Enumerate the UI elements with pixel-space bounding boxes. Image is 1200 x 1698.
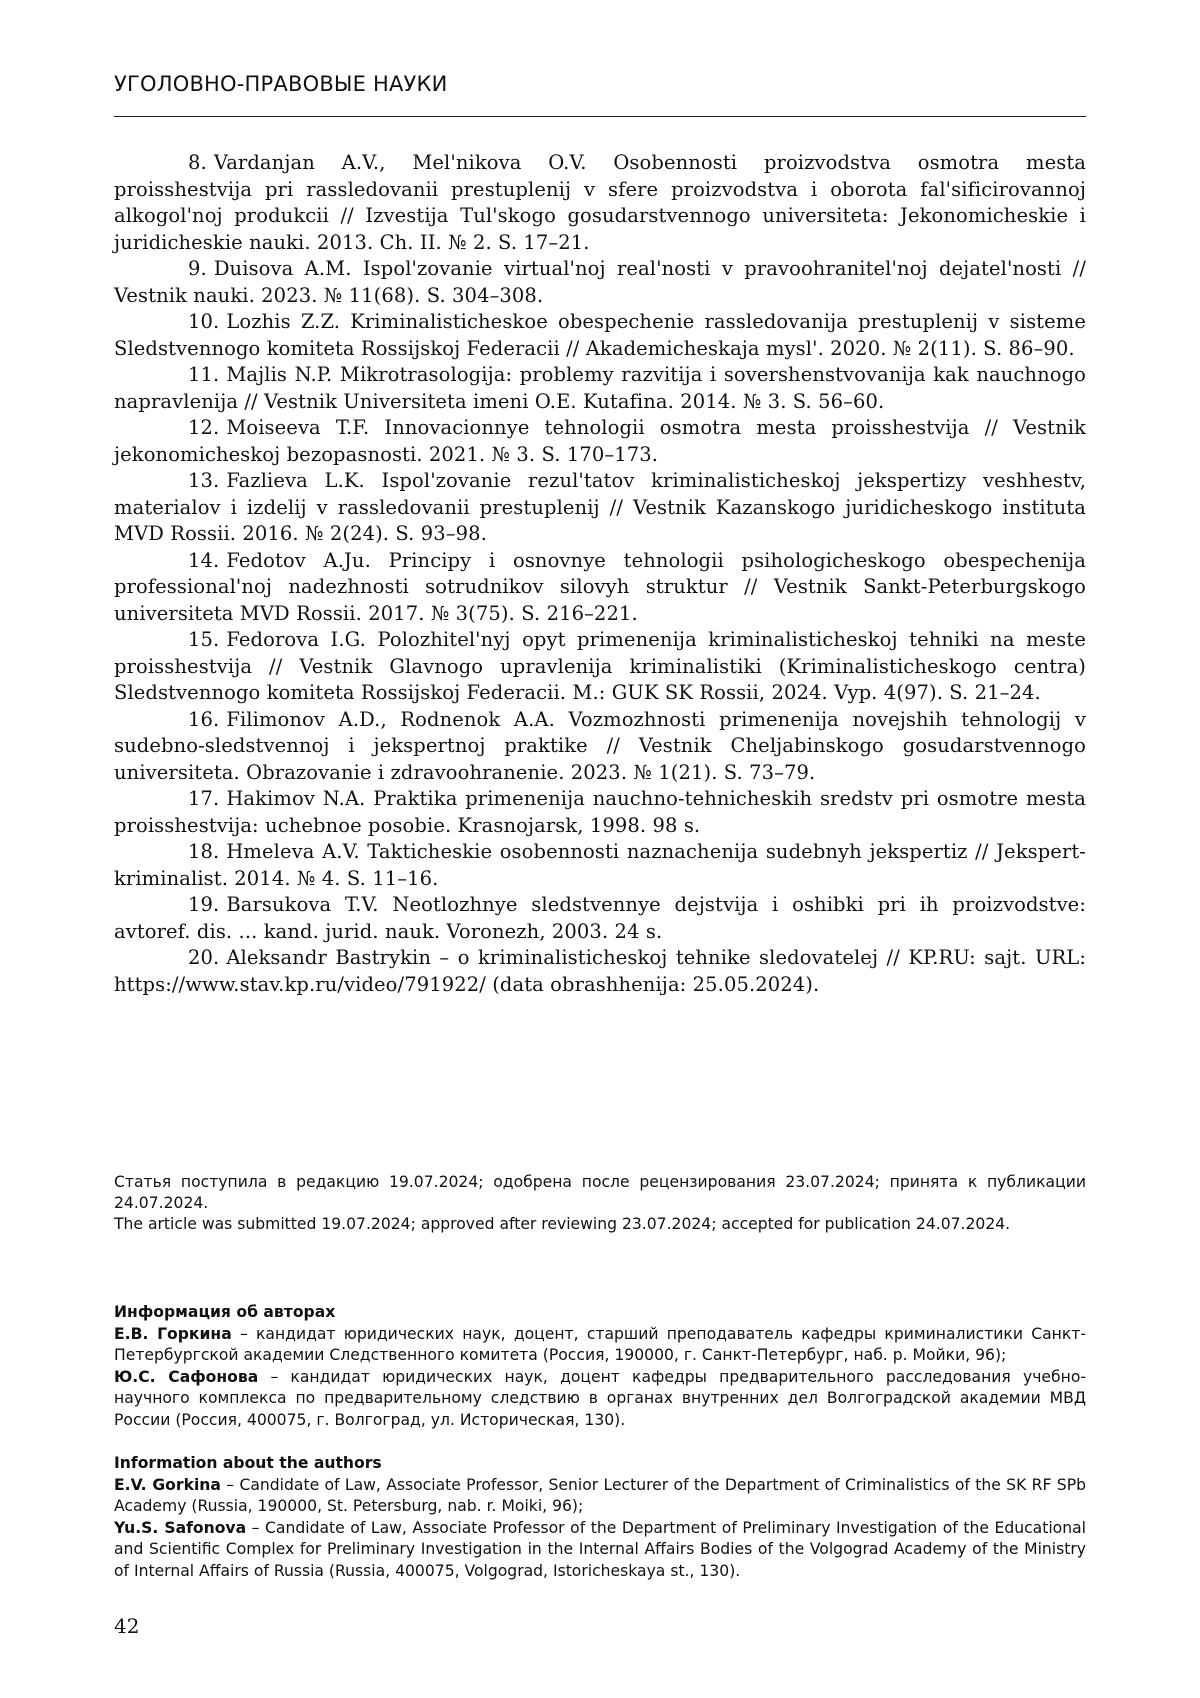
author-name: E.V. Gorkina xyxy=(114,1475,221,1494)
reference-text: Moiseeva T.F. Innovacionnye tehnologii osmotra mesta proisshestvija // Vestnik jekonomicheskoj bezopasnosti. 2021. № 3. S. 170–173. xyxy=(114,416,1086,466)
reference-number: 9. xyxy=(188,257,207,280)
reference-text: Fazlieva L.K. Ispol'zovanie rezul'tatov kriminalisticheskoj jekspertizy veshhestv, materialov i izdelij v rassledovanii prestuplenij // Vestnik Kazanskogo juridicheskogo instituta MVD Rossii. 2016. № 2(24). S. 93–98. xyxy=(114,469,1086,545)
reference-text: Hmeleva A.V. Takticheskie osobennosti naznachenija sudebnyh jekspertiz // Jekspert-kriminalist. 2014. № 4. S. 11–16. xyxy=(114,840,1086,890)
header-rule xyxy=(114,116,1086,117)
reference-number: 12. xyxy=(188,416,220,439)
reference-text: Duisova A.M. Ispol'zovanie virtual'noj real'nosti v pravoohranitel'noj dejatel'nosti // Vestnik nauki. 2023. № 11(68). S. 304–308. xyxy=(114,257,1086,307)
author-entry-en xyxy=(114,1475,1086,1518)
reference-text: Majlis N.P. Mikrotrasologija: problemy razvitija i sovershenstvovanija kak nauchnogo napravlenija // Vestnik Universiteta imeni O.E. Kutafina. 2014. № 3. S. 56–60. xyxy=(114,363,1086,413)
reference-item xyxy=(114,627,1086,707)
running-header: УГОЛОВНО-ПРАВОВЫЕ НАУКИ xyxy=(114,72,448,96)
reference-item xyxy=(114,548,1086,628)
author-details: – Candidate of Law, Associate Professor, Senior Lecturer of the Department of Criminalistics of the SK RF SPb Academy (Russia, 190000, St. Petersburg, nab. r. Moiki, 96); xyxy=(114,1475,1087,1515)
author-name: Yu.S. Safonova xyxy=(114,1518,247,1537)
author-entry-en xyxy=(114,1518,1086,1583)
authors-heading-ru: Информация об авторах xyxy=(114,1303,336,1321)
article-dates-ru: Статья поступила в редакцию 19.07.2024; одобрена после рецензирования 23.07.2024; принята к публикации 24.07.2024. xyxy=(114,1173,1086,1212)
reference-number: 8. xyxy=(188,151,207,174)
reference-text: Fedorova I.G. Polozhitel'nyj opyt primenenija kriminalisticheskoj tehniki na meste proisshestvija // Vestnik Glavnogo upravlenija kriminalistiki (Kriminalisticheskogo centra) Sledstvennogo komiteta Rossijskoj Federacii. M.: GUK SK Rossii, 2024. Vyp. 4(97). S. 21–24. xyxy=(114,628,1086,704)
reference-item xyxy=(114,309,1086,362)
reference-text: Fedotov A.Ju. Principy i osnovnye tehnologii psihologicheskogo obespechenija professional'noj nadezhnosti sotrudnikov silovyh struktur // Vestnik Sankt-Peterburgskogo universiteta MVD Rossii. 2017. № 3(75). S. 216–221. xyxy=(114,548,1086,625)
author-entry-ru xyxy=(114,1324,1086,1367)
reference-item xyxy=(114,786,1086,839)
reference-item xyxy=(114,415,1086,468)
article-dates xyxy=(114,1172,1086,1235)
reference-text: Barsukova T.V. Neotlozhnye sledstvennye dejstvija i oshibki pri ih proizvodstve: avtoref. dis. ... kand. jurid. nauk. Voronezh, 2003. 24 s. xyxy=(114,893,1086,943)
reference-number: 11. xyxy=(188,363,220,386)
reference-number: 20. xyxy=(188,946,220,969)
article-dates-en: The article was submitted 19.07.2024; approved after reviewing 23.07.2024; accepted for publication 24.07.2024. xyxy=(114,1215,1011,1233)
reference-text: Filimonov A.D., Rodnenok A.A. Vozmozhnosti primenenija novejshih tehnologij v sudebno-sledstvennoj i jekspertnoj praktike // Vestnik Cheljabinskogo gosudarstvennogo universiteta. Obrazovanie i zdravoohranenie. 2023. № 1(21). S. 73–79. xyxy=(114,707,1086,784)
reference-item xyxy=(114,362,1086,415)
reference-text: Vardanjan A.V., Mel'nikova O.V. Osobennosti proizvodstva osmotra mesta proisshestvija pri rassledovanii prestuplenij v sfere proizvodstva i oborota fal'sificirovannoj alkogol'noj produkcii // Izvestija Tul'skogo gosudarstvennogo universiteta: Jekonomicheskie i juridicheskie nauki. 2013. Ch. II. № 2. S. 17–21. xyxy=(114,151,1086,254)
reference-number: 18. xyxy=(188,840,220,863)
reference-number: 15. xyxy=(188,628,220,651)
reference-text: Lozhis Z.Z. Kriminalisticheskoe obespechenie rassledovanija prestuplenij v sisteme Sledstvennogo komiteta Rossijskoj Federacii // Akademicheskaja mysl'. 2020. № 2(11). S. 86–90. xyxy=(114,310,1086,360)
author-details: – Candidate of Law, Associate Professor of the Department of Preliminary Investigation of the Educational and Scientific Complex for Preliminary Investigation in the Internal Affairs Bodies of the Volgograd Academy of the Ministry of Internal Affairs of Russia (Russia, 400075, Volgograd, Istoricheskaya st., 130). xyxy=(114,1518,1086,1580)
reference-number: 10. xyxy=(188,310,220,333)
page-number: 42 xyxy=(114,1614,140,1638)
reference-text: Aleksandr Bastrykin – o kriminalisticheskoj tehnike sledovatelej // KP.RU: sajt. URL: https://www.stav.kp.ru/video/791922/ (data obrashhenija: 25.05.2024). xyxy=(114,946,1086,996)
spacer xyxy=(114,1431,1086,1453)
authors-heading-en: Information about the authors xyxy=(114,1454,382,1472)
author-entry-ru xyxy=(114,1367,1086,1432)
reference-item xyxy=(114,839,1086,892)
reference-number: 19. xyxy=(188,893,220,916)
author-details: – кандидат юридических наук, доцент кафедры предварительного расследования учебно-научного комплекса по предварительному следствию в органах внутренних дел Волгоградской академии МВД России (Россия, 400075, г. Волгоград, ул. Историческая, 130). xyxy=(114,1367,1086,1429)
reference-item xyxy=(114,707,1086,787)
reference-item xyxy=(114,150,1086,256)
reference-item xyxy=(114,468,1086,548)
reference-item xyxy=(114,945,1086,998)
reference-list xyxy=(114,150,1086,998)
reference-number: 17. xyxy=(188,787,220,810)
author-name: Ю.С. Сафонова xyxy=(114,1367,259,1386)
reference-number: 16. xyxy=(188,707,220,731)
reference-item xyxy=(114,892,1086,945)
authors-info xyxy=(114,1302,1086,1582)
reference-number: 14. xyxy=(188,548,220,572)
reference-item xyxy=(114,256,1086,309)
author-details: – кандидат юридических наук, доцент, старший преподаватель кафедры криминалистики Санкт-Петербургской академии Следственного комитета (Россия, 190000, г. Санкт-Петербург, наб. р. Мойки, 96); xyxy=(114,1324,1086,1364)
reference-text: Hakimov N.A. Praktika primenenija nauchno-tehnicheskih sredstv pri osmotre mesta proisshestvija: uchebnoe posobie. Krasnojarsk, 1998. 98 s. xyxy=(114,787,1086,837)
author-name: Е.В. Горкина xyxy=(114,1324,232,1343)
reference-number: 13. xyxy=(188,469,220,492)
